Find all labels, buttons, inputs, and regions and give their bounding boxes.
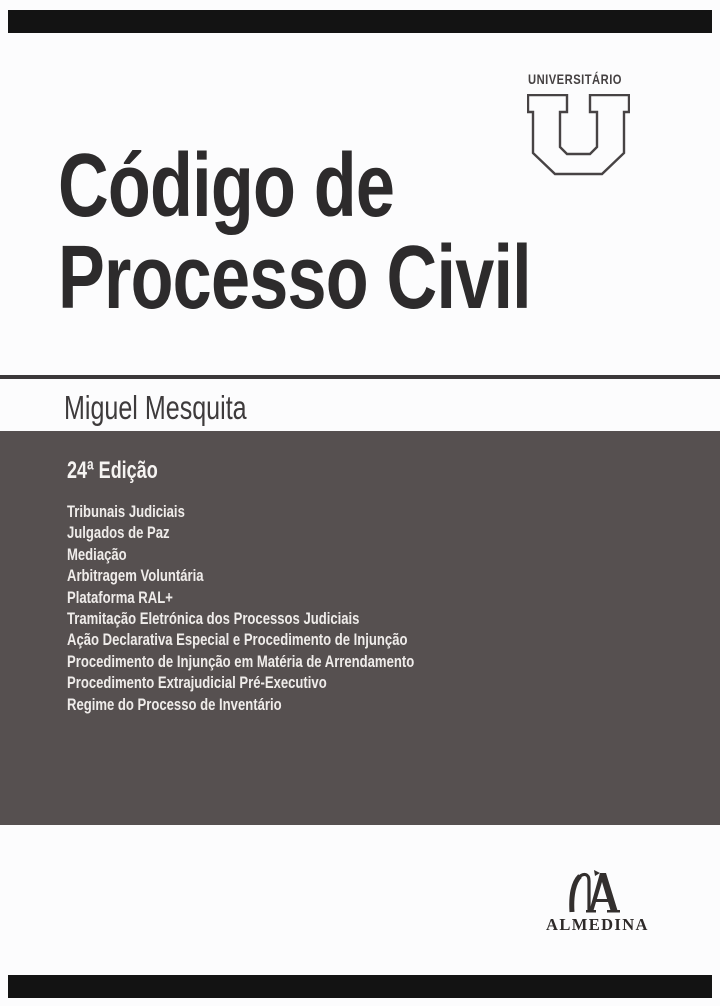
title-line-2: Processo Civil [58, 228, 531, 328]
topic-item: Julgados de Paz [67, 523, 170, 543]
publisher-name: ALMEDINA [546, 915, 649, 934]
author-name: Miguel Mesquita [64, 389, 247, 426]
topic-item: Regime do Processo de Inventário [67, 694, 282, 714]
topic-item: Procedimento Extrajudicial Pré-Executivo [67, 673, 327, 693]
book-title [58, 136, 531, 328]
topics-list [67, 501, 414, 715]
title-line-1: Código de [58, 136, 395, 236]
edition-label: 24ª Edição [67, 457, 158, 484]
topic-item: Procedimento de Injunção em Matéria de Arrendamento [67, 651, 415, 671]
topic-item: Arbitragem Voluntária [67, 566, 204, 586]
almedina-mark-icon [561, 869, 623, 915]
topic-item: Tramitação Eletrónica dos Processos Judiciais [67, 609, 360, 629]
collection-wordmark: UNIVERSITÁRIO [528, 71, 622, 87]
universitario-u-icon [527, 94, 630, 176]
top-black-band [8, 10, 712, 33]
topic-item: Ação Declarativa Especial e Procedimento de Injunção [67, 630, 408, 650]
bottom-black-band [8, 975, 712, 998]
topic-item: Tribunais Judiciais [67, 502, 185, 521]
topic-item: Plataforma RAL+ [67, 587, 173, 607]
divider-rule [0, 375, 720, 379]
topic-item: Mediação [67, 544, 127, 564]
